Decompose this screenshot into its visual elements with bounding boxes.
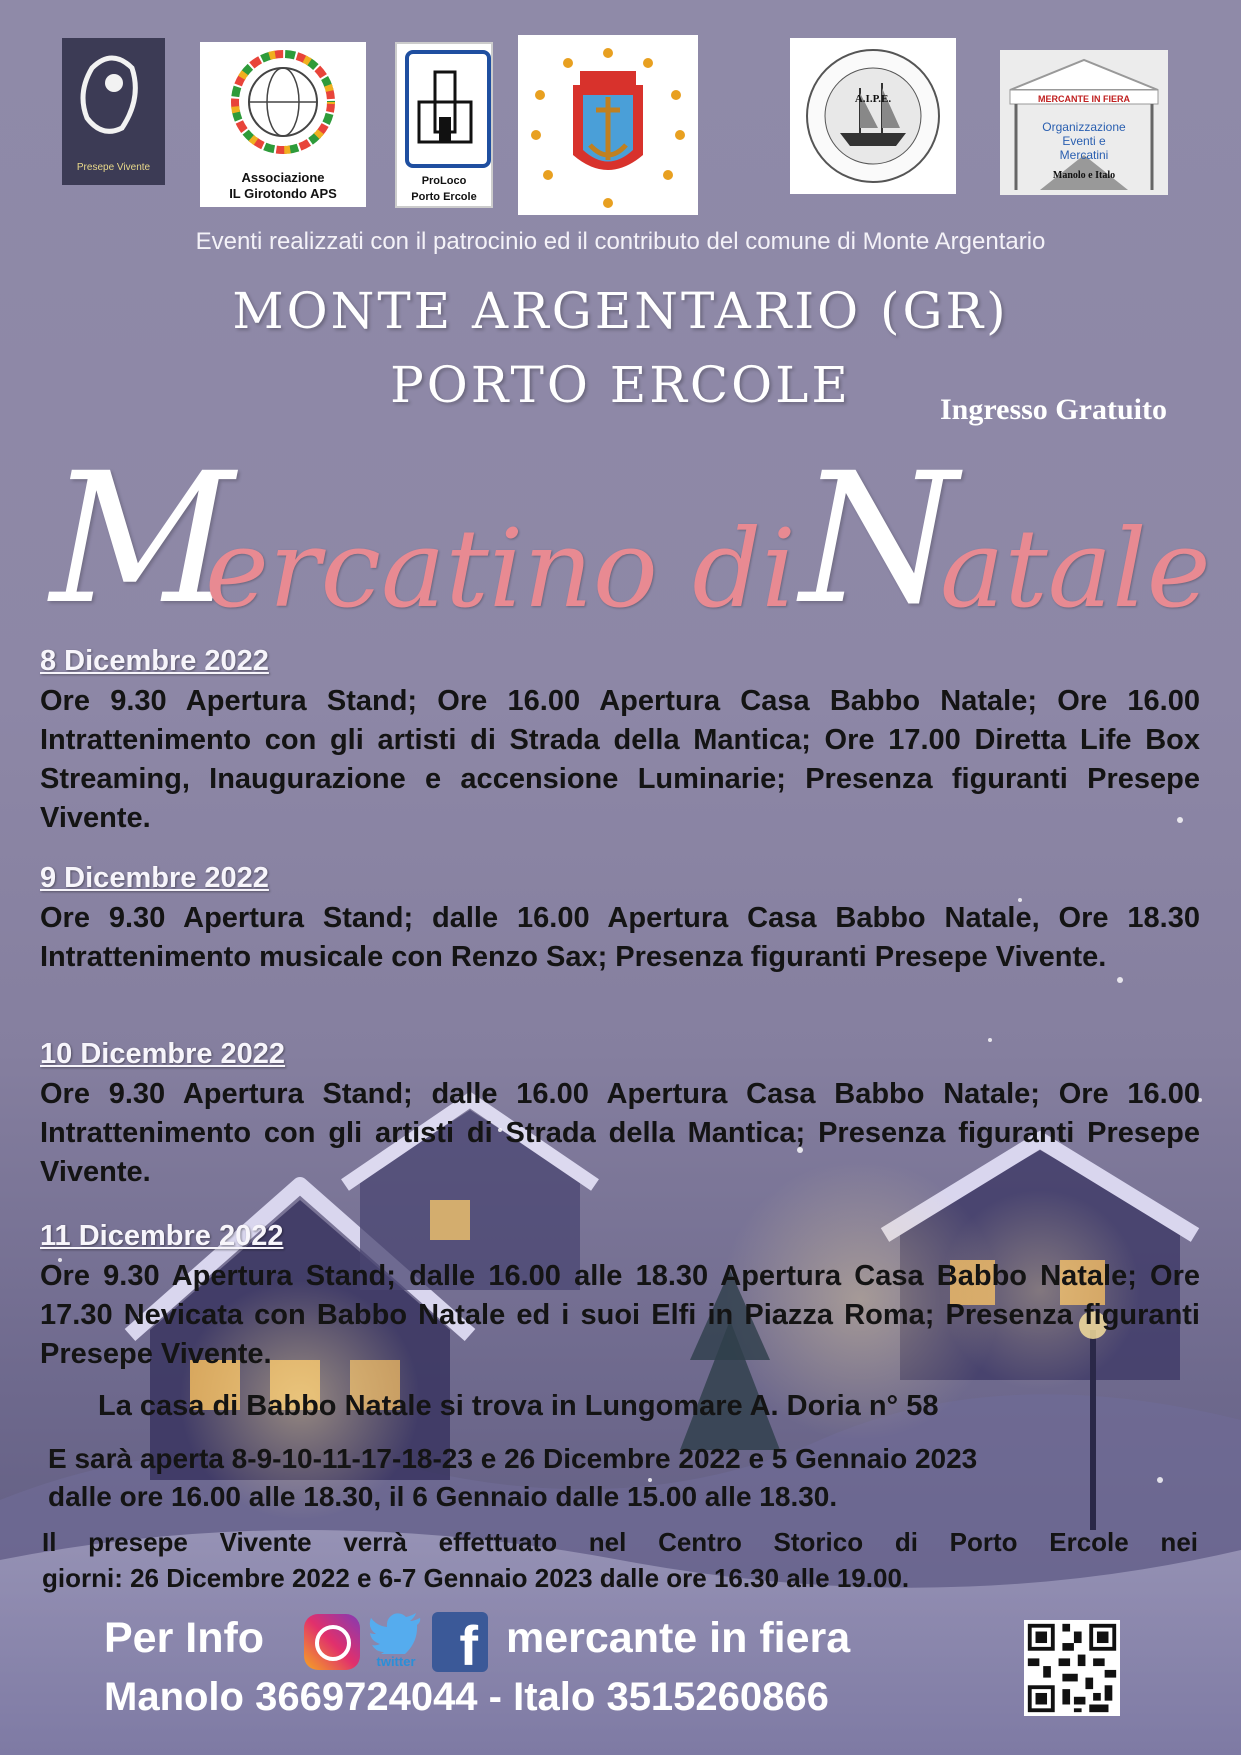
- logo-caption: IL Girotondo APS: [229, 186, 337, 201]
- day-date: 9 Dicembre 2022: [40, 862, 269, 894]
- event-title-cap1: M: [50, 435, 235, 644]
- crest-icon: [518, 35, 698, 215]
- day-date: 10 Dicembre 2022: [40, 1038, 286, 1070]
- day-program: [40, 645, 1200, 838]
- day-program: [40, 1220, 1200, 1374]
- facebook-icon[interactable]: [432, 1612, 488, 1677]
- twitter-icon[interactable]: [368, 1612, 424, 1672]
- presepe-info-line1: Il presepe Vivente verrà effettuato nel Centro Storico di Porto Ercole nei: [42, 1527, 1198, 1557]
- day-program: [40, 1038, 1200, 1192]
- opening-hours: dalle ore 16.00 alle 18.30, il 6 Gennaio dalle 15.00 alle 18.30.: [48, 1481, 838, 1512]
- event-title-rest2: atale: [940, 507, 1211, 632]
- title-town: PORTO ERCOLE: [390, 356, 851, 414]
- day-description: Ore 9.30 Apertura Stand; dalle 16.00 alle 18.30 Apertura Casa Babbo Natale; Ore 17.30 Nevicata con Babbo Natale ed i suoi Elfi in Piazza Roma; Presenza figuranti Presepe Vivente.: [40, 1260, 1200, 1370]
- presepe-info-line2: giorni: 26 Dicembre 2022 e 6-7 Gennaio 2023 dalle ore 16.30 alle 19.00.: [42, 1563, 910, 1593]
- logo-caption: Eventi e: [1062, 134, 1106, 148]
- title-location: MONTE ARGENTARIO (GR): [232, 282, 1009, 340]
- day-description: Ore 9.30 Apertura Stand; dalle 16.00 Apertura Casa Babbo Natale; Ore 16.00 Intrattenimento con gli artisti di Strada della Mantica; Presenza figuranti Presepe Vivente.: [40, 1078, 1200, 1188]
- girotondo-logo: [200, 42, 366, 207]
- logo-caption: A.I.P.E.: [854, 93, 892, 105]
- tower-icon: [413, 62, 477, 152]
- day-description: Ore 9.30 Apertura Stand; Ore 16.00 Apertura Casa Babbo Natale; Ore 16.00 Intrattenimento con gli artisti di Strada della Mantica; Ore 17.00 Diretta Life Box Streaming, Inaugurazione e accensione Luminarie; Presenza figuranti Presepe Vivente.: [40, 685, 1200, 834]
- event-title-cap2: N: [800, 435, 958, 644]
- qr-code-icon[interactable]: [1024, 1620, 1120, 1716]
- ship-icon: [790, 38, 956, 194]
- day-description: Ore 9.30 Apertura Stand; dalle 16.00 Apertura Casa Babbo Natale, Ore 18.30 Intrattenimento musicale con Renzo Sax; Presenza figuranti Presepe Vivente.: [40, 902, 1200, 973]
- presepe-vivente-logo: [62, 38, 165, 185]
- aipe-logo: [790, 38, 956, 194]
- instagram-icon[interactable]: [304, 1614, 360, 1670]
- logo-caption: MERCANTE IN FIERA: [1038, 94, 1130, 104]
- day-date: 8 Dicembre 2022: [40, 645, 269, 677]
- patronage-text: Eventi realizzati con il patrocinio ed il contributo del comune di Monte Argentario: [195, 228, 1046, 255]
- day-program: [40, 862, 1200, 977]
- social-handle[interactable]: mercante in fiera: [506, 1614, 851, 1662]
- globe-icon: [200, 42, 366, 162]
- mercante-in-fiera-logo: [1000, 50, 1168, 195]
- info-label: Per Info: [104, 1614, 265, 1662]
- twitter-bird-icon: [368, 1612, 424, 1654]
- free-entry-badge: Ingresso Gratuito: [940, 393, 1167, 426]
- instagram-icon-ring: [315, 1625, 351, 1661]
- logo-caption: ProLoco: [421, 175, 467, 187]
- twitter-wordmark: twitter: [376, 1654, 416, 1669]
- logo-caption: Organizzazione: [1042, 120, 1126, 134]
- nativity-icon: [62, 38, 165, 158]
- phone-numbers: Manolo 3669724044 - Italo 3515260866: [104, 1675, 829, 1719]
- santa-house-location: La casa di Babbo Natale si trova in Lungomare A. Doria n° 58: [98, 1390, 939, 1422]
- logo-caption: Mercatini: [1059, 148, 1109, 162]
- logo-caption: Associazione: [241, 170, 325, 185]
- event-title-rest1: ercatino di: [205, 507, 796, 632]
- facebook-letter: f: [459, 1614, 478, 1677]
- comune-crest-logo: [518, 35, 698, 215]
- logo-caption: Manolo e Italo: [1052, 170, 1116, 181]
- day-date: 11 Dicembre 2022: [40, 1220, 284, 1252]
- logo-caption: Presepe Vivente: [76, 162, 151, 173]
- proloco-logo: [395, 42, 493, 208]
- opening-days: E sarà aperta 8-9-10-11-17-18-23 e 26 Dicembre 2022 e 5 Gennaio 2023: [48, 1443, 978, 1474]
- event-title: [40, 435, 1220, 644]
- logo-caption: Porto Ercole: [411, 191, 477, 203]
